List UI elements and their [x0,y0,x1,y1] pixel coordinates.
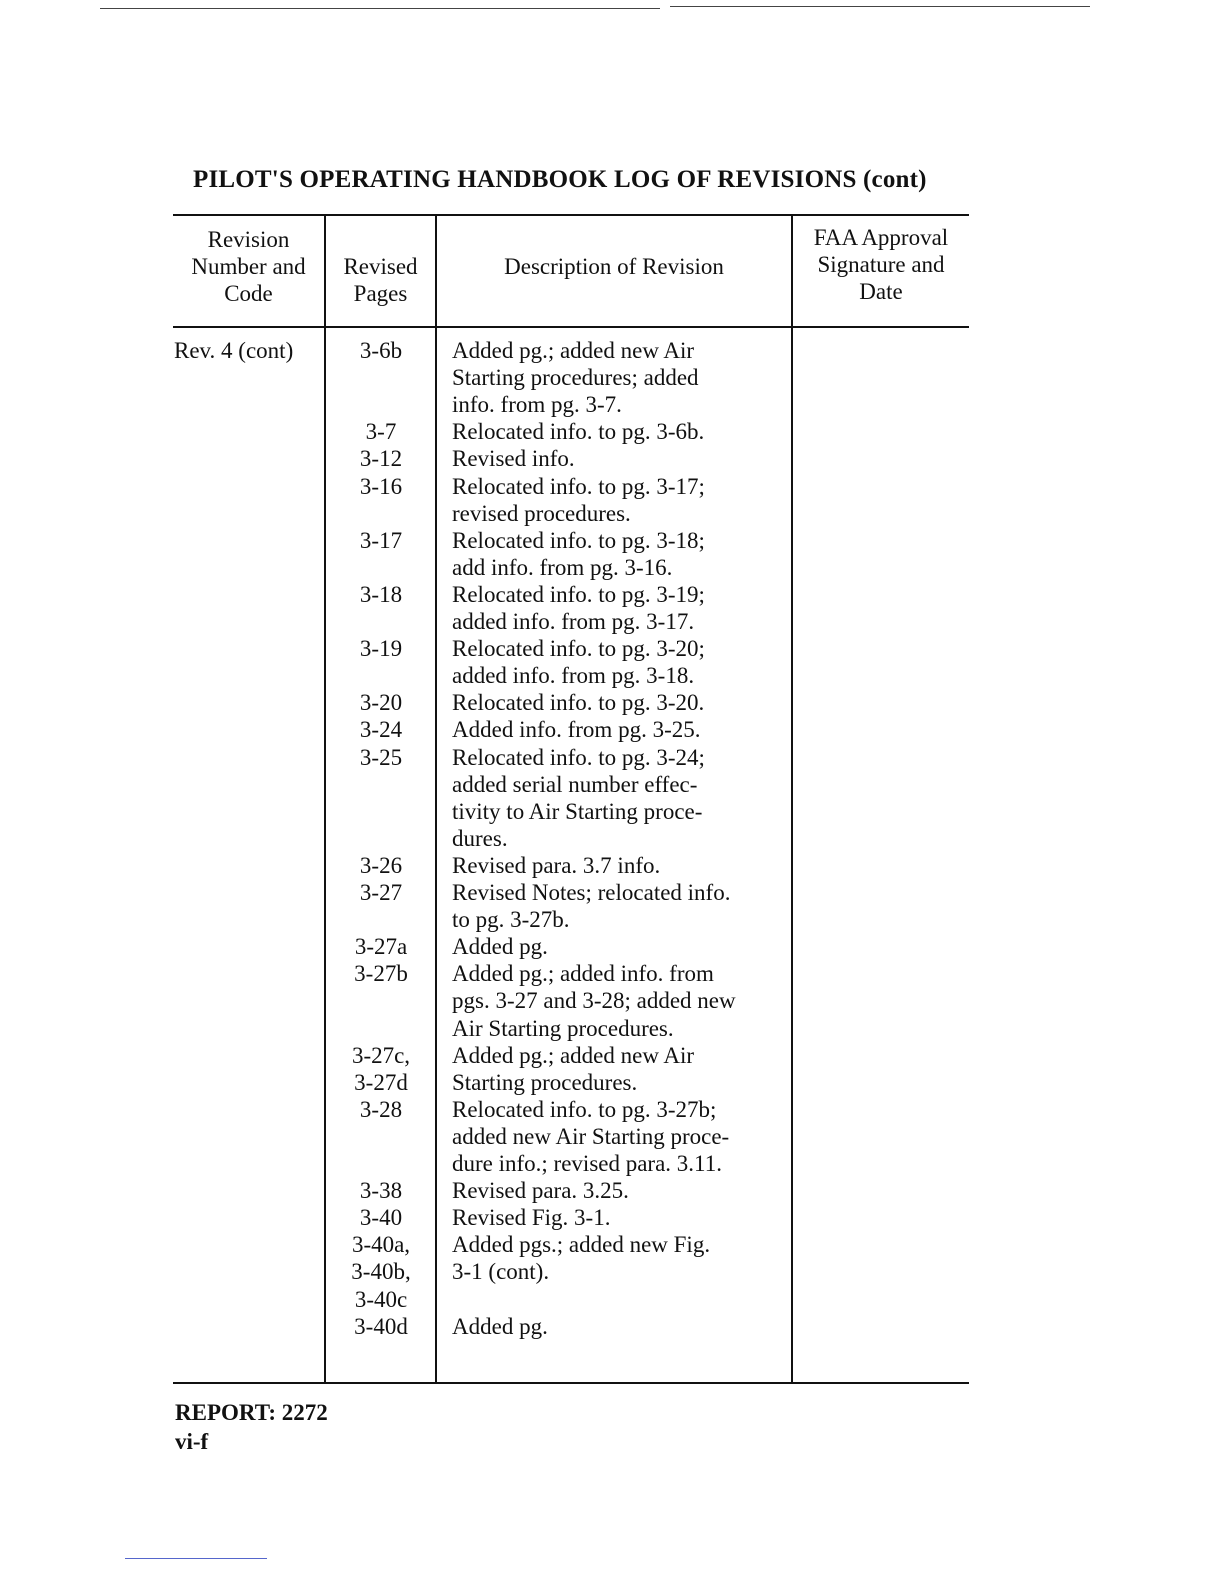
table-bottom-rule [173,1382,969,1384]
revised-page: 3-24 [359,717,403,743]
header-line: Code [224,281,273,306]
revised-page: 3-17 [359,527,403,553]
revision-description: Relocated info. to pg. 3-6b. [452,419,705,445]
revision-description: dure info.; revised para. 3.11. [452,1151,722,1176]
revised-page: 3-40 [359,1205,403,1231]
revised-page: 3-27d [354,1069,408,1095]
revised-page: 3-40b, [351,1259,411,1285]
revision-description: pgs. 3-27 and 3-28; added new [452,988,736,1014]
header-line: Description of Revision [504,254,724,279]
revision-code: Rev. 4 (cont) [174,338,294,363]
header-bottom-rule [173,326,969,328]
page-title: PILOT'S OPERATING HANDBOOK LOG OF REVISIONS (cont) [193,166,927,193]
revised-page: 3-27 [359,880,403,905]
revised-page: 3-40d [354,1313,408,1339]
revision-description: Relocated info. to pg. 3-19; [452,581,705,607]
header-line: Revision [207,227,290,252]
revision-description: Relocated info. to pg. 3-20. [452,690,705,716]
revision-description: to pg. 3-27b. [452,907,570,933]
revision-description: add info. from pg. 3-16. [452,554,673,580]
revision-description: Relocated info. to pg. 3-24; [452,744,705,770]
revision-description: Revised Fig. 3-1. [452,1205,611,1231]
scan-top-line-left [100,8,660,9]
revision-description: Added pg.; added new Air [452,1042,695,1068]
revision-description: Added pg.; added new Air [452,338,695,363]
revision-description: Revised para. 3.25. [452,1178,629,1204]
revised-page: 3-27a [354,934,408,960]
revision-description: tivity to Air Starting proce- [452,798,703,824]
header-line: Date [859,279,903,304]
revision-description: added new Air Starting proce- [452,1123,730,1149]
revised-page: 3-40c [354,1286,408,1312]
revision-description: added serial number effec- [452,771,698,797]
column-divider-3 [791,214,793,1384]
revision-description: Revised Notes; relocated info. [452,880,731,905]
revision-description: Relocated info. to pg. 3-27b; [452,1096,717,1122]
revision-description: Relocated info. to pg. 3-20; [452,636,705,662]
revision-description: Starting procedures; added [452,365,699,391]
report-number: REPORT: 2272 [175,1400,328,1425]
revised-page: 3-38 [359,1178,403,1204]
revision-description: Revised para. 3.7 info. [452,852,661,878]
revised-page: 3-19 [359,636,403,662]
page-identifier: vi-f [175,1429,209,1454]
header-line: Signature and [817,252,945,277]
header-line: FAA Approval [813,225,949,250]
revision-description: dures. [452,825,508,851]
revised-page: 3-20 [359,690,403,716]
revision-description: Added pg. [452,1313,548,1339]
revision-description: Relocated info. to pg. 3-17; [452,473,705,499]
revision-description: Added pg. [452,934,548,960]
header-revised-pages [326,253,435,307]
revision-description: Relocated info. to pg. 3-18; [452,527,705,553]
revision-description: added info. from pg. 3-18. [452,663,695,689]
revision-description: Starting procedures. [452,1069,638,1095]
revision-description: info. from pg. 3-7. [452,392,622,418]
header-description [437,253,791,280]
revision-description: 3-1 (cont). [452,1259,550,1285]
revised-page: 3-27c, [351,1042,411,1068]
revised-page: 3-6b [359,338,403,363]
revised-page: 3-28 [359,1096,403,1122]
header-line: Pages [353,281,408,306]
revised-page: 3-27b [354,961,408,987]
revision-description: Added info. from pg. 3-25. [452,717,701,743]
table-top-rule [173,214,969,216]
revisions-table [173,214,969,1384]
revision-description: revised procedures. [452,500,631,526]
scan-bottom-line [125,1558,267,1559]
revised-page: 3-16 [359,473,403,499]
revision-description: added info. from pg. 3-17. [452,609,695,634]
revision-description: Added pgs.; added new Fig. [452,1232,711,1258]
revision-description: Added pg.; added info. from [452,961,714,987]
revised-page: 3-25 [359,744,403,770]
revised-page: 3-12 [359,446,403,472]
scan-top-line-right [670,6,1090,7]
header-line: Revised [343,254,418,279]
header-faa-approval [793,224,969,305]
header-revision-number [173,226,324,307]
revision-description: Air Starting procedures. [452,1015,674,1041]
revised-page: 3-26 [359,852,403,878]
revised-page: 3-7 [365,419,397,445]
revised-page: 3-18 [359,581,403,607]
revised-page: 3-40a, [351,1232,411,1258]
header-line: Number and [191,254,306,279]
revision-description: Revised info. [452,446,575,472]
